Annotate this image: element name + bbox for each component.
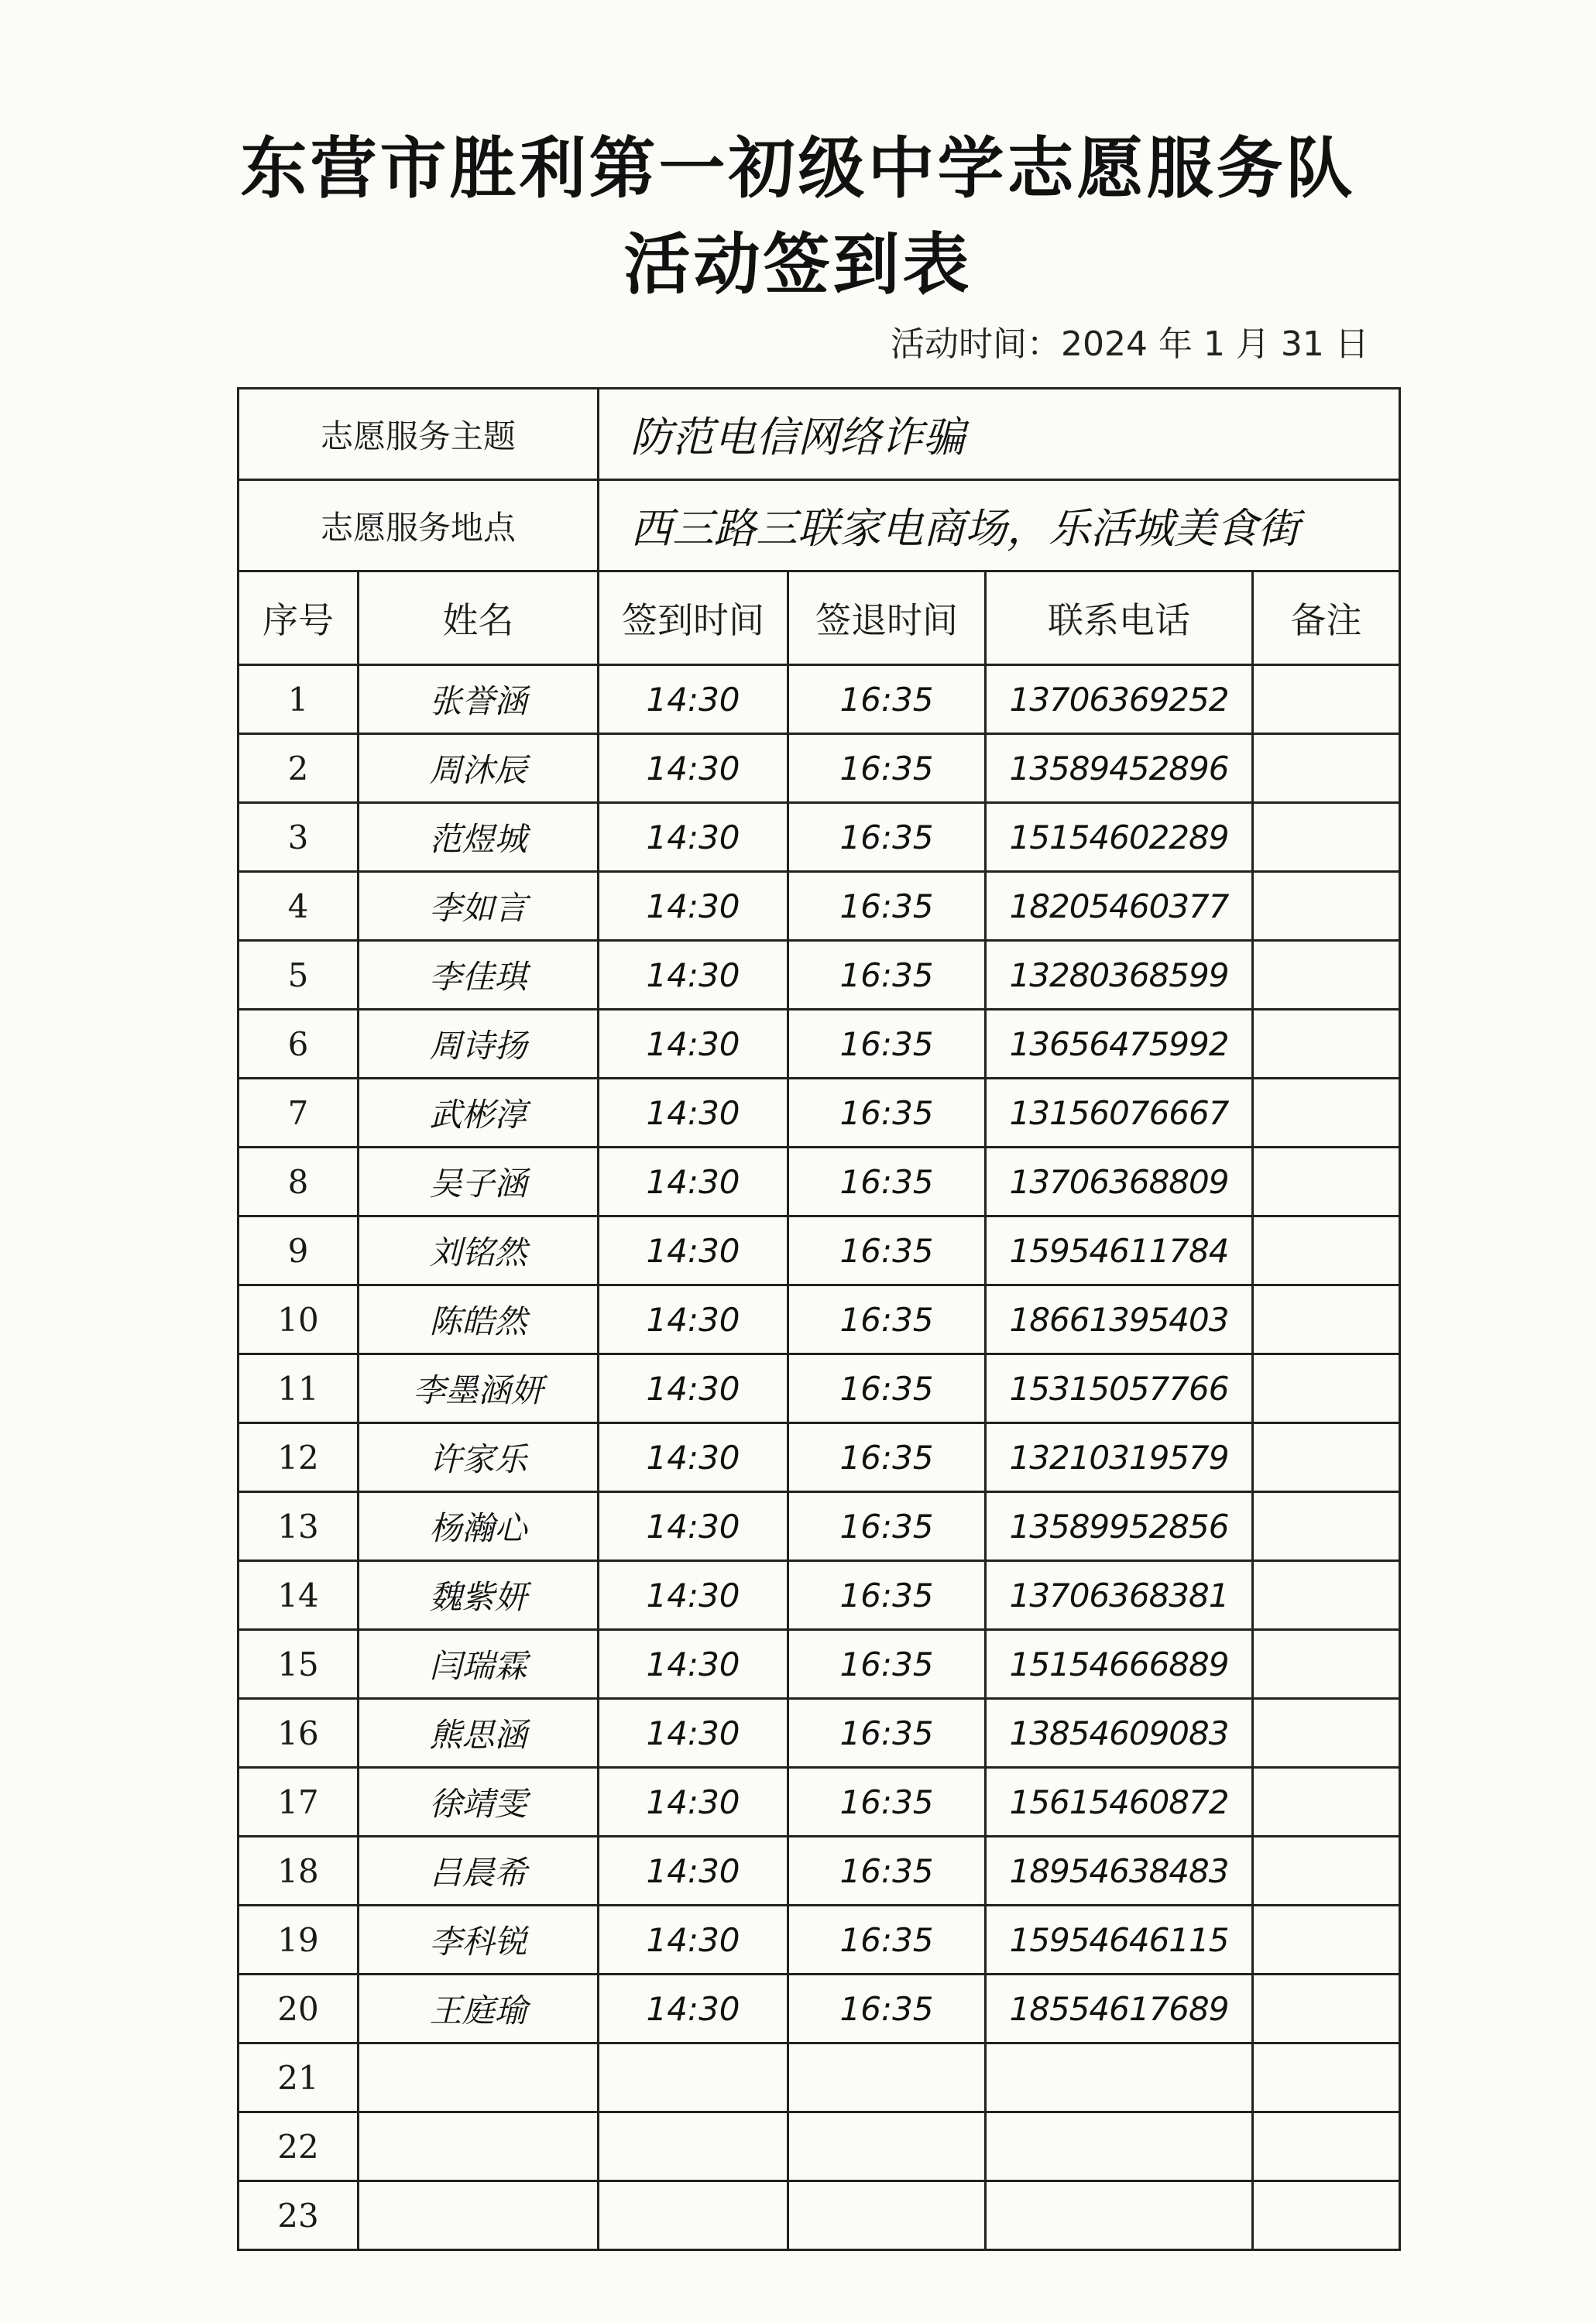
phone-number: 18954638483 (986, 1837, 1253, 1906)
signer-name: 王庭瑜 (359, 1975, 599, 2043)
table-row (239, 1837, 1400, 1906)
phone-number: 13589452896 (986, 734, 1253, 803)
phone-number (986, 2181, 1253, 2250)
row-number: 6 (239, 1010, 359, 1079)
theme-row (239, 389, 1400, 480)
row-number: 10 (239, 1285, 359, 1354)
signin-time: 14:30 (599, 1216, 788, 1285)
phone-number (986, 2043, 1253, 2112)
signout-time (788, 2112, 986, 2181)
signout-time: 16:35 (788, 803, 986, 872)
signin-time: 14:30 (599, 1768, 788, 1837)
signin-time: 14:30 (599, 1561, 788, 1630)
note-cell (1253, 941, 1400, 1010)
signout-time: 16:35 (788, 941, 986, 1010)
signer-name: 周诗扬 (359, 1010, 599, 1079)
row-number: 8 (239, 1148, 359, 1216)
signout-time (788, 2043, 986, 2112)
header-row (239, 571, 1400, 665)
col-header-name: 姓名 (359, 571, 599, 665)
signer-name (359, 2112, 599, 2181)
note-cell (1253, 1354, 1400, 1423)
phone-number: 15154602289 (986, 803, 1253, 872)
signin-time (599, 2112, 788, 2181)
signer-name: 陈皓然 (359, 1285, 599, 1354)
note-cell (1253, 803, 1400, 872)
signout-time: 16:35 (788, 1768, 986, 1837)
note-cell (1253, 1837, 1400, 1906)
row-number: 14 (239, 1561, 359, 1630)
note-cell (1253, 1423, 1400, 1492)
signout-time: 16:35 (788, 1699, 986, 1768)
table-row (239, 2043, 1400, 2112)
note-cell (1253, 1768, 1400, 1837)
signout-time: 16:35 (788, 1079, 986, 1148)
phone-number: 13854609083 (986, 1699, 1253, 1768)
signout-time: 16:35 (788, 1148, 986, 1216)
col-header-no: 序号 (239, 571, 359, 665)
signin-time: 14:30 (599, 803, 788, 872)
note-cell (1253, 1906, 1400, 1975)
table-row (239, 1699, 1400, 1768)
location-value: 西三路三联家电商场，乐活城美食街 (599, 480, 1400, 571)
title-line-2: 活动签到表 (623, 226, 973, 304)
title-line-1: 东营市胜利第一初级中学志愿服务队 (240, 130, 1356, 208)
note-cell (1253, 1699, 1400, 1768)
table-row (239, 1354, 1400, 1423)
row-number: 15 (239, 1630, 359, 1699)
table-row (239, 2181, 1400, 2250)
signer-name: 李如言 (359, 872, 599, 941)
signer-name: 闫瑞霖 (359, 1630, 599, 1699)
phone-number: 13656475992 (986, 1010, 1253, 1079)
row-number: 7 (239, 1079, 359, 1148)
signin-time: 14:30 (599, 941, 788, 1010)
table-row (239, 1079, 1400, 1148)
signout-time: 16:35 (788, 1975, 986, 2043)
note-cell (1253, 1216, 1400, 1285)
signout-time: 16:35 (788, 1492, 986, 1561)
signout-time: 16:35 (788, 1285, 986, 1354)
phone-number: 13706368381 (986, 1561, 1253, 1630)
signin-time: 14:30 (599, 1354, 788, 1423)
row-number: 11 (239, 1354, 359, 1423)
note-cell (1253, 2181, 1400, 2250)
signout-time: 16:35 (788, 1906, 986, 1975)
table-row (239, 1010, 1400, 1079)
note-cell (1253, 1561, 1400, 1630)
row-number: 18 (239, 1837, 359, 1906)
note-cell (1253, 665, 1400, 734)
phone-number: 15954646115 (986, 1906, 1253, 1975)
row-number: 17 (239, 1768, 359, 1837)
row-number: 21 (239, 2043, 359, 2112)
signer-name: 刘铭然 (359, 1216, 599, 1285)
signin-time (599, 2181, 788, 2250)
signout-time (788, 2181, 986, 2250)
signout-time: 16:35 (788, 734, 986, 803)
note-cell (1253, 1285, 1400, 1354)
signout-time: 16:35 (788, 872, 986, 941)
signout-time: 16:35 (788, 1010, 986, 1079)
activity-time: 活动时间：2024 年 1 月 31 日 (891, 324, 1369, 364)
location-row (239, 480, 1400, 571)
signer-name: 武彬淳 (359, 1079, 599, 1148)
note-cell (1253, 734, 1400, 803)
table-row (239, 1906, 1400, 1975)
table-row (239, 1148, 1400, 1216)
signout-time: 16:35 (788, 1216, 986, 1285)
signer-name: 杨瀚心 (359, 1492, 599, 1561)
signout-time: 16:35 (788, 665, 986, 734)
phone-number: 15954611784 (986, 1216, 1253, 1285)
phone-number: 18554617689 (986, 1975, 1253, 2043)
row-number: 22 (239, 2112, 359, 2181)
signin-table (237, 387, 1401, 2251)
signer-name: 范煜城 (359, 803, 599, 872)
col-header-phone: 联系电话 (986, 571, 1253, 665)
signin-time: 14:30 (599, 1010, 788, 1079)
phone-number: 18205460377 (986, 872, 1253, 941)
signin-time: 14:30 (599, 734, 788, 803)
signer-name: 李科锐 (359, 1906, 599, 1975)
signin-time: 14:30 (599, 1630, 788, 1699)
phone-number: 13280368599 (986, 941, 1253, 1010)
row-number: 13 (239, 1492, 359, 1561)
signin-time: 14:30 (599, 1492, 788, 1561)
signin-time (599, 2043, 788, 2112)
table-row (239, 1630, 1400, 1699)
signer-name: 吴子涵 (359, 1148, 599, 1216)
table-row (239, 2112, 1400, 2181)
table-row (239, 872, 1400, 941)
table-row (239, 1561, 1400, 1630)
col-header-in: 签到时间 (599, 571, 788, 665)
signer-name: 魏紫妍 (359, 1561, 599, 1630)
signin-time: 14:30 (599, 1148, 788, 1216)
phone-number: 13706369252 (986, 665, 1253, 734)
signer-name: 李佳琪 (359, 941, 599, 1010)
signin-time: 14:30 (599, 1699, 788, 1768)
signout-time: 16:35 (788, 1630, 986, 1699)
row-number: 4 (239, 872, 359, 941)
phone-number: 13589952856 (986, 1492, 1253, 1561)
row-number: 23 (239, 2181, 359, 2250)
signer-name: 徐靖雯 (359, 1768, 599, 1837)
signin-time: 14:30 (599, 1285, 788, 1354)
note-cell (1253, 1492, 1400, 1561)
row-number: 20 (239, 1975, 359, 2043)
phone-number: 15315057766 (986, 1354, 1253, 1423)
phone-number: 13210319579 (986, 1423, 1253, 1492)
phone-number: 13156076667 (986, 1079, 1253, 1148)
signin-time: 14:30 (599, 1837, 788, 1906)
theme-label: 志愿服务主题 (239, 389, 599, 480)
note-cell (1253, 1630, 1400, 1699)
signer-name: 张誉涵 (359, 665, 599, 734)
note-cell (1253, 2112, 1400, 2181)
theme-value: 防范电信网络诈骗 (599, 389, 1400, 480)
table-row (239, 1492, 1400, 1561)
signer-name: 吕晨希 (359, 1837, 599, 1906)
signout-time: 16:35 (788, 1837, 986, 1906)
row-number: 19 (239, 1906, 359, 1975)
phone-number: 15154666889 (986, 1630, 1253, 1699)
note-cell (1253, 1010, 1400, 1079)
signin-time: 14:30 (599, 1423, 788, 1492)
signer-name (359, 2043, 599, 2112)
signer-name: 李墨涵妍 (359, 1354, 599, 1423)
note-cell (1253, 872, 1400, 941)
signer-name: 熊思涵 (359, 1699, 599, 1768)
signin-time: 14:30 (599, 1906, 788, 1975)
table-row (239, 1423, 1400, 1492)
signer-name: 许家乐 (359, 1423, 599, 1492)
signout-time: 16:35 (788, 1354, 986, 1423)
row-number: 16 (239, 1699, 359, 1768)
note-cell (1253, 1148, 1400, 1216)
signout-time: 16:35 (788, 1561, 986, 1630)
table-row (239, 734, 1400, 803)
signer-name (359, 2181, 599, 2250)
signer-name: 周沐辰 (359, 734, 599, 803)
signout-time: 16:35 (788, 1423, 986, 1492)
phone-number: 13706368809 (986, 1148, 1253, 1216)
phone-number: 15615460872 (986, 1768, 1253, 1837)
table-row (239, 941, 1400, 1010)
table-row (239, 1216, 1400, 1285)
location-label: 志愿服务地点 (239, 480, 599, 571)
row-number: 5 (239, 941, 359, 1010)
note-cell (1253, 2043, 1400, 2112)
row-number: 3 (239, 803, 359, 872)
signin-time: 14:30 (599, 1079, 788, 1148)
signin-time: 14:30 (599, 1975, 788, 2043)
col-header-out: 签退时间 (788, 571, 986, 665)
row-number: 2 (239, 734, 359, 803)
table-row (239, 1768, 1400, 1837)
table-row (239, 665, 1400, 734)
table-row (239, 803, 1400, 872)
row-number: 1 (239, 665, 359, 734)
note-cell (1253, 1975, 1400, 2043)
phone-number (986, 2112, 1253, 2181)
table-row (239, 1975, 1400, 2043)
signin-time: 14:30 (599, 872, 788, 941)
row-number: 12 (239, 1423, 359, 1492)
row-number: 9 (239, 1216, 359, 1285)
note-cell (1253, 1079, 1400, 1148)
table-row (239, 1285, 1400, 1354)
col-header-note: 备注 (1253, 571, 1400, 665)
phone-number: 18661395403 (986, 1285, 1253, 1354)
signin-time: 14:30 (599, 665, 788, 734)
